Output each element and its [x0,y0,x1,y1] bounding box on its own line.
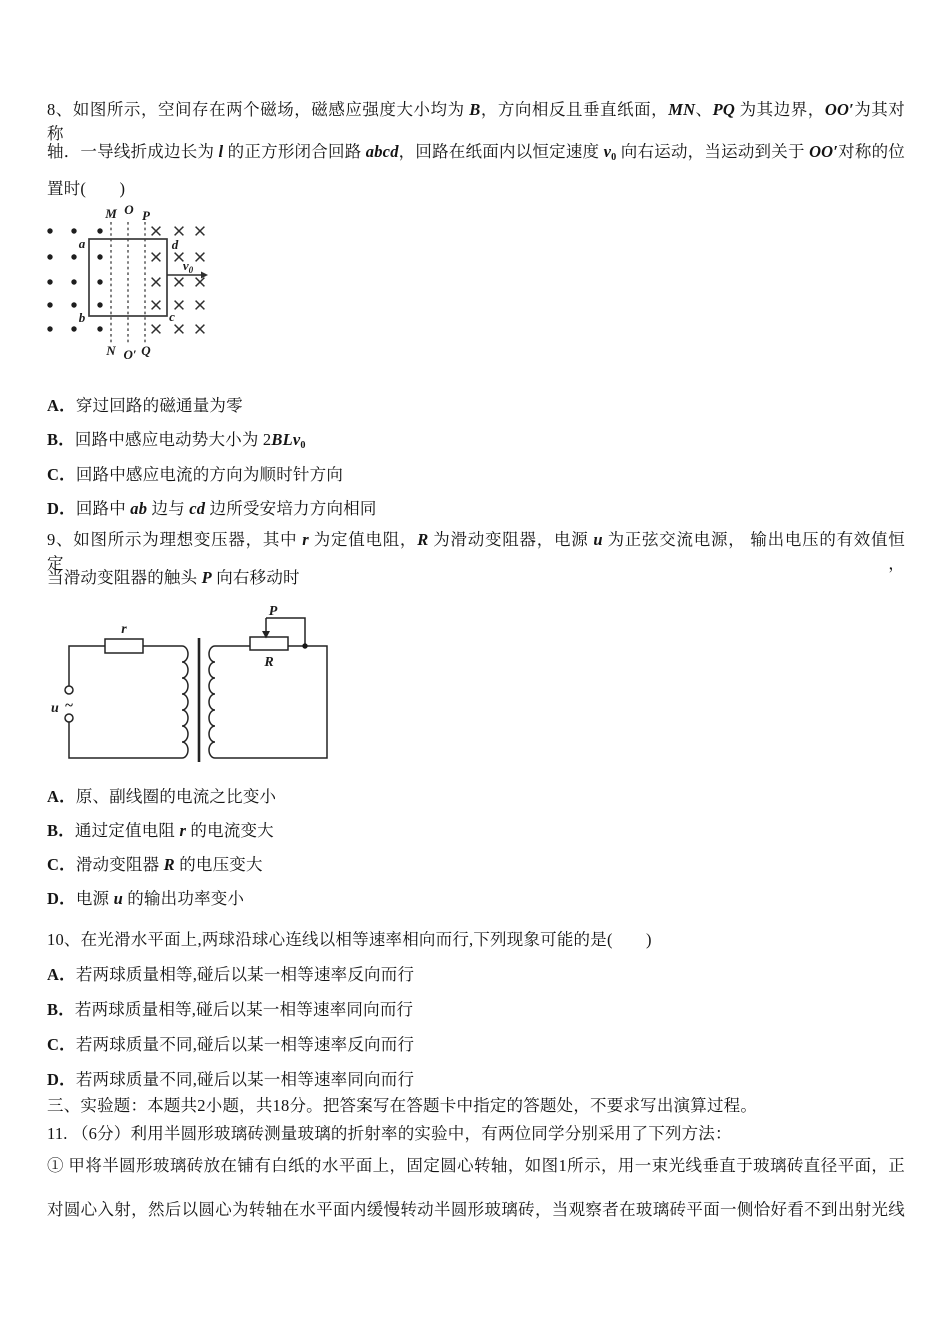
q8-option-b: B．回路中感应电动势大小为 2BLv$_0$ [47,430,306,452]
slider-tap-wire [266,618,305,646]
label-Q: Q [141,343,151,358]
source-u-label: u [51,701,59,716]
velocity-label: $v_0$ [182,258,194,275]
q10-option-b: B．若两球质量相等,碰后以某一相等速率同向而行 [47,1000,414,1019]
q10-option-a: A．若两球质量相等,碰后以某一相等速率反向而行 [47,965,415,984]
secondary-coil [209,646,215,758]
source-terminal-bottom [65,714,73,722]
junction-dot [302,643,307,648]
corner-b: b [78,310,86,325]
q9-line-1: 9、如图所示为理想变压器，其中 r 为定值电阻，R 为滑动变阻器，电源 u 为正弦交流电源， 输出电压的有效值恒定， [47,530,905,573]
q11-head: 11. （6分）利用半圆形玻璃砖测量玻璃的折射率的实验中，有两位同学分别采用了下列方法： [47,1124,732,1143]
q9-line-2: 当滑动变阻器的触头 P 向右移动时 [47,568,300,587]
section-3-header: 三、实验题：本题共2小题，共18分。把答案写在答题卡中指定的答题处，不要求写出演算过程。 [47,1096,758,1115]
q11-method1-line-2: 对圆心入射，然后以圆心为转轴在水平面内缓慢转动半圆形玻璃砖，当观察者在玻璃砖平面一侧恰好看不到出射光线 [47,1200,905,1219]
corner-d: d [171,237,179,252]
resistor-r-label: r [121,622,127,637]
q8-line-1: 8、如图所示，空间存在两个磁场，磁感应强度大小均为 B，方向相反且垂直纸面，MN、PQ 为其边界，OO′为其对称 [47,100,906,143]
q9-option-b: B．通过定值电阻 r 的电流变大 [47,821,274,840]
slider-P-label: P [268,604,278,619]
corner-c: c [169,309,175,324]
ac-tilde: ~ [65,698,73,714]
source-terminal-top [65,686,73,694]
q8-line-3: 置时( ) [47,179,126,198]
resistor-r-box [105,639,143,653]
q8-line-2: 轴．一导线折成边长为 l 的正方形闭合回路 abcd，回路在纸面内以恒定速度 $v_0$ 向右运动，当运动到关于 OO′对称的位 [47,142,906,164]
q10-option-c: C．若两球质量不同,碰后以某一相等速率反向而行 [47,1035,415,1054]
label-M: M [105,206,117,221]
label-O: O [124,203,134,217]
rheostat-R-box [250,637,288,650]
q9-transformer-figure [48,602,338,777]
q11-method1-line-1: ① 甲将半圆形玻璃砖放在铺有白纸的水平面上，固定圆心转轴，如图1所示，用一束光线垂直于玻璃砖直径平面，正 [47,1156,905,1175]
q10-head: 10、在光滑水平面上,两球沿球心连线以相等速率相向而行,下列现象可能的是( ) [47,930,652,949]
q8-option-c: C．回路中感应电流的方向为顺时针方向 [47,465,344,484]
primary-coil [182,646,188,758]
q10-option-d: D．若两球质量不同,碰后以某一相等速率同向而行 [47,1070,415,1089]
q8-magnetic-field-figure [45,203,225,370]
corner-a: a [78,236,86,251]
q9-option-d: D．电源 u 的输出功率变小 [47,889,245,908]
rheostat-R-label: R [264,655,274,670]
q9-option-c: C．滑动变阻器 R 的电压变大 [47,855,263,874]
label-N: N [106,343,116,358]
label-O-prime: O′ [123,347,137,362]
primary-wire-bottom [69,722,182,758]
q9-option-a: A．原、副线圈的电流之比变小 [47,787,277,806]
primary-wire-top-left [69,646,105,686]
q8-option-d: D．回路中 ab 边与 cd 边所受安培力方向相同 [47,499,377,518]
field-boundary-lines [111,222,145,344]
q8-option-a: A．穿过回路的磁通量为零 [47,396,243,415]
label-P: P [142,208,150,223]
